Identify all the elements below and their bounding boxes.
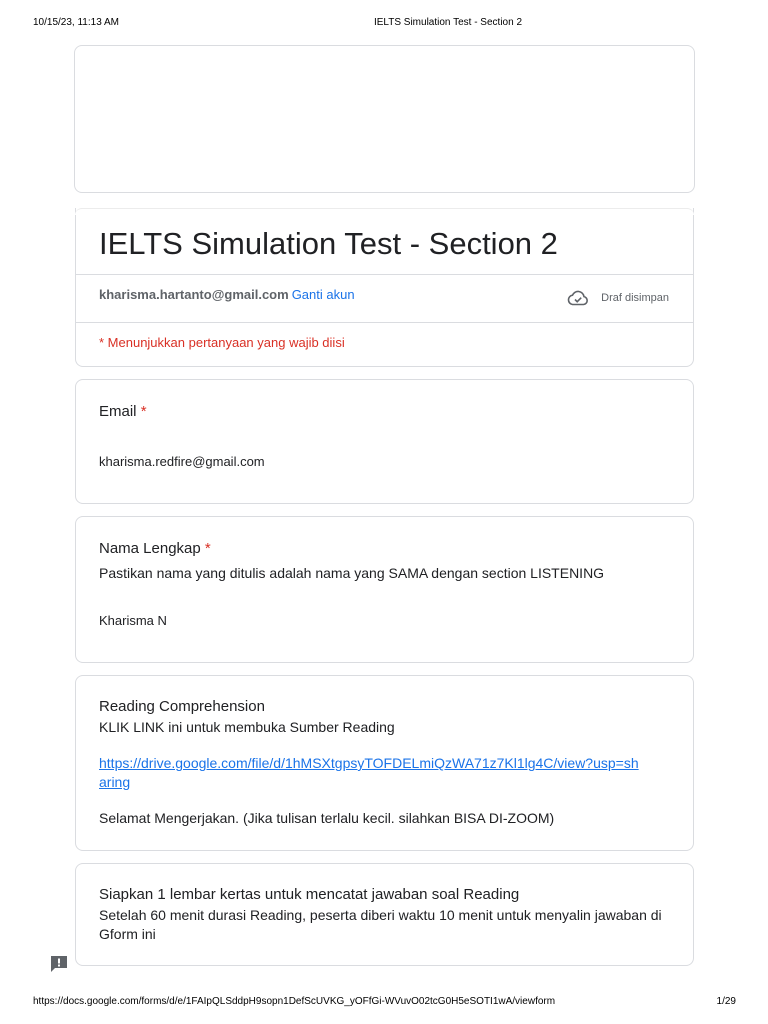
reading-instruction: KLIK LINK ini untuk membuka Sumber Reading: [99, 719, 395, 735]
question-email-title: Email: [99, 403, 137, 420]
email-answer[interactable]: kharisma.redfire@gmail.com: [99, 454, 265, 469]
reading-source-link[interactable]: https://drive.google.com/file/d/1hMSXtgpsyTOFDELmiQzWA71z7Kl1lg4C/view?usp=sharing: [99, 755, 639, 790]
account-row: [99, 287, 355, 302]
draft-status-label: Draf disimpan: [601, 292, 669, 304]
print-page-number: 1/29: [716, 996, 736, 1007]
print-doc-title: IELTS Simulation Test - Section 2: [373, 17, 523, 28]
question-name: [75, 516, 694, 663]
feedback-icon[interactable]: [49, 954, 69, 974]
reading-title: Reading Comprehension: [99, 698, 265, 715]
cloud-done-icon: [567, 290, 589, 306]
form-title-card: [75, 208, 694, 367]
required-asterisk: *: [140, 403, 147, 420]
print-datetime: 10/15/23, 11:13 AM: [33, 17, 119, 28]
section-paper: [75, 863, 694, 966]
divider: [76, 322, 693, 323]
required-asterisk: *: [204, 540, 211, 557]
required-note: * Menunjukkan pertanyaan yang wajib diisi: [99, 335, 345, 350]
account-email: kharisma.hartanto@gmail.com: [99, 287, 289, 302]
question-email: [75, 379, 694, 504]
print-url: https://docs.google.com/forms/d/e/1FAIpQLSddpH9sopn1DefScUVKG_yOFfGi-WVuvO02tcG0H5eSOTI1wA/viewform: [33, 996, 556, 1007]
form-title: IELTS Simulation Test - Section 2: [99, 226, 558, 261]
question-name-description: Pastikan nama yang ditulis adalah nama yang SAMA dengan section LISTENING: [99, 565, 605, 581]
draft-status: [567, 290, 669, 306]
name-answer[interactable]: Kharisma N: [99, 613, 167, 628]
paper-title: Siapkan 1 lembar kertas untuk mencatat jawaban soal Reading: [99, 886, 520, 903]
question-name-title: Nama Lengkap: [99, 540, 201, 557]
paper-description: Setelah 60 menit durasi Reading, peserta diberi waktu 10 menit untuk menyalin jawaban di Gform ini: [99, 907, 662, 942]
question-title: [99, 540, 211, 557]
title-card-top-rule: [75, 208, 694, 215]
section-reading: [75, 675, 694, 851]
reading-note: Selamat Mengerjakan. (Jika tulisan terlalu kecil. silahkan BISA DI-ZOOM): [99, 810, 555, 826]
switch-account-link[interactable]: Ganti akun: [291, 287, 355, 302]
print-footer: [0, 996, 768, 1010]
question-title: [99, 403, 147, 420]
header-banner: [74, 45, 695, 193]
print-header: [0, 12, 768, 32]
divider: [76, 274, 693, 275]
